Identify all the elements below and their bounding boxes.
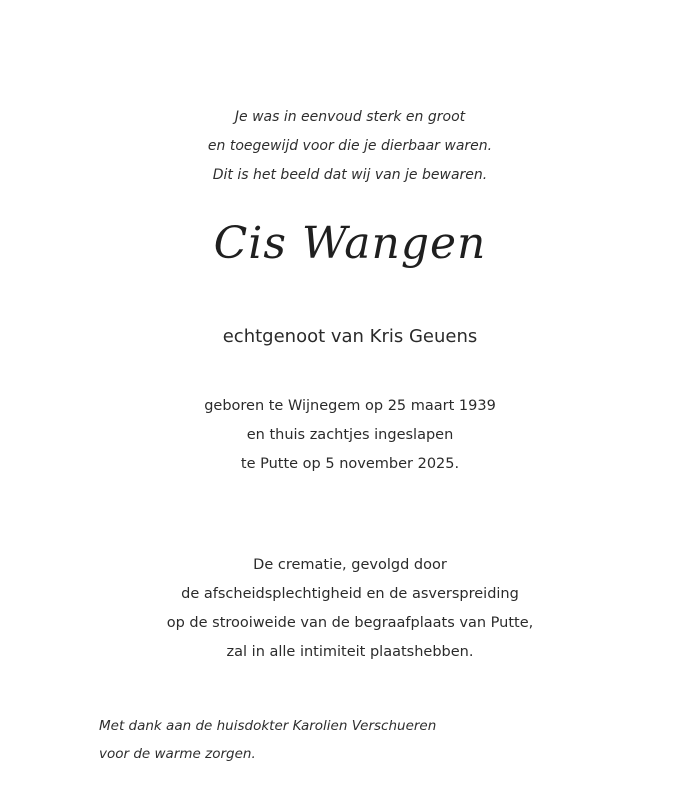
ceremony-line: De crematie, gevolgd door: [253, 557, 447, 573]
spouse-line: echtgenoot van Kris Geuens: [222, 326, 478, 347]
ceremony-line: op de strooiweide van de begraafplaats van Putte,: [166, 615, 534, 631]
thanks-line: voor de warme zorgen.: [99, 746, 256, 762]
thanks-line: Met dank aan de huisdokter Karolien Verschueren: [99, 718, 437, 734]
poem-line: Dit is het beeld dat wij van je bewaren.: [212, 167, 488, 183]
birth-death-line: geboren te Wijnegem op 25 maart 1939: [204, 398, 496, 414]
deceased-name: Cis Wangen: [213, 218, 487, 269]
poem-line: Je was in eenvoud sterk en groot: [234, 109, 466, 125]
ceremony-line: de afscheidsplechtigheid en de asverspreiding: [181, 586, 519, 602]
thanks-note: [99, 712, 659, 768]
ceremony-details: [0, 551, 700, 667]
ceremony-line: zal in alle intimiteit plaatshebben.: [226, 644, 474, 660]
birth-death-line: en thuis zachtjes ingeslapen: [246, 427, 454, 443]
birth-death-line: te Putte op 5 november 2025.: [240, 456, 460, 472]
memorial-poem: [0, 103, 700, 190]
poem-line: en toegewijd voor die je dierbaar waren.: [207, 138, 493, 154]
birth-death-details: [0, 392, 700, 479]
